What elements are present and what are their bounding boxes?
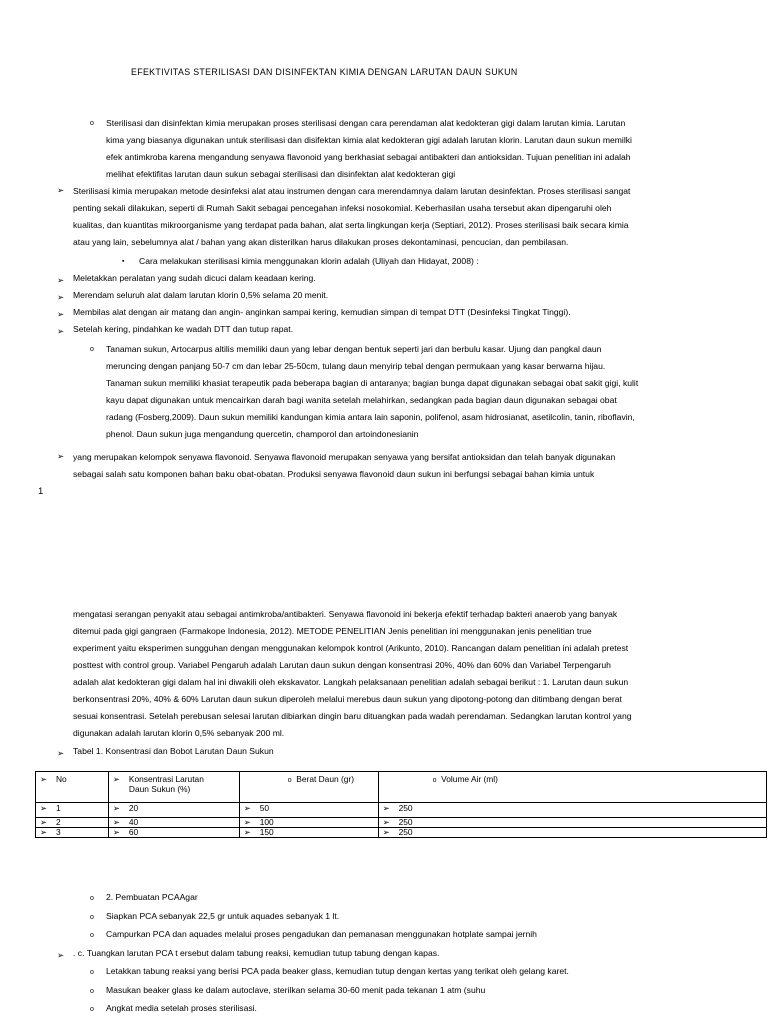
text-line: kima yang biasanya digunakan untuk sterilisasi dan disifektan kimia alat kedokteran gigi adalah larutan klorin. Larutan daun sukun memilki [106, 135, 632, 145]
text-line: digunakan adalah larutan klorin 0,5% sebanyak 200 ml. [73, 728, 285, 738]
circle-bullet-icon: o [90, 932, 94, 939]
list-item: Letakkan tabung reaksi yang berisi PCA pada beaker glass, kemudian tutup dengan kertas yang terikat oleh gelang karet. [106, 966, 569, 976]
intro-paragraph [106, 115, 756, 183]
arrow-bullet-icon: ➢ [112, 774, 120, 784]
table-header-cell: ➢ No [36, 772, 109, 803]
text-line: penting sekali dilakukan, seperti di Rumah Sakit sebagai pencegahan infeksi nosokomial. Keberhasilan usaha tersebut akan dipengaruhi oleh [73, 203, 612, 213]
method-paragraph [73, 606, 758, 742]
text-line: kayu dapat digunakan untuk mencairkan darah bagi wanita setelah melahirkan, sedangkan pada bagian daun digunakan sebagai obat [106, 395, 617, 405]
document-title: EFEKTIVITAS STERILISASI DAN DISINFEKTAN KIMIA DENGAN LARUTAN DAUN SUKUN [131, 67, 518, 77]
text-line: posttest with control group. Variabel Pengaruh adalah Larutan daun sukun dengan konsentrasi 20%, 40% dan 60% dan Variabel Terpengaruh [73, 660, 611, 670]
circle-bullet-icon: o [287, 777, 292, 784]
text-line: phenol. Daun sukun juga mengandung quercetin, champorol dan artoindonesianin [106, 429, 419, 439]
flavonoid-paragraph [73, 449, 758, 483]
step-item: Setelah kering, pindahkan ke wadah DTT dan tutup rapat. [73, 324, 294, 334]
text-line: efek antimkroba karena mengandung senyawa flavonoid yang berkhasiat sebagai antibakteri dan antioksidan. Tujuan penelitian ini adalah [106, 152, 631, 162]
table-cell: ➢ 3 [36, 828, 109, 838]
table-cell: ➢ 50 [239, 803, 378, 818]
text-line: kualitas, dan kuantitas mikroorganisme yang terdapat pada bahan, alat serta lingkungan kerja (Septiari, 2012). Proses sterilisasi baik secara kimia [73, 220, 629, 230]
table-cell: ➢ 100 [239, 818, 378, 828]
arrow-bullet-icon: ➢ [57, 185, 65, 195]
table-cell: ➢ 250 [378, 803, 766, 818]
text-line: adalah alat kedokteran gigi dalam hal ini diwakili oleh ekskavator. Langkah pelaksanaan penelitian adalah sebagai berikut : 1. Larutan daun sukun [73, 677, 629, 687]
step-item: . c. Tuangkan larutan PCA t ersebut dalam tabung reaksi, kemudian tutup tabung dengan kapas. [73, 948, 440, 958]
text-line: sebagai salah satu komponen bahan baku obat-obatan. Produksi senyawa flavonoid daun sukun ini berfungsi sebagai bahan kimia untuk [73, 469, 595, 479]
method-intro: Cara melakukan sterilisasi kimia menggunakan klorin adalah (Uliyah dan Hidayat, 2008) : [139, 256, 479, 266]
table-header-cell: o Berat Daun (gr) [239, 772, 378, 803]
table-cell: ➢ 150 [239, 828, 378, 838]
text-line: atau yang lain, sebelumnya alat / bahan yang akan disterilkan harus dilakukan proses dekontaminasi, pencucian, dan pembilasan. [73, 237, 569, 247]
list-item: Angkat media setelah proses sterilisasi. [106, 1003, 257, 1013]
circle-bullet-icon: o [90, 988, 94, 995]
list-item: Masukan beaker glass ke dalam autoclave, sterilkan selama 30-60 menit pada tekanan 1 atm (suhu [106, 985, 486, 995]
arrow-bullet-icon: ➢ [57, 309, 65, 319]
arrow-bullet-icon: ➢ [57, 292, 65, 302]
table-cell: ➢ 2 [36, 818, 109, 828]
table-header-cell: ➢ Konsentrasi Larutan Daun Sukun (%) [108, 772, 239, 803]
arrow-bullet-icon: ➢ [57, 748, 65, 758]
circle-bullet-icon: o [90, 120, 94, 127]
table-cell: ➢ 250 [378, 818, 766, 828]
concentration-table [35, 771, 767, 838]
table-row [36, 828, 767, 838]
list-item: 2. Pembuatan PCAAgar [106, 892, 198, 902]
text-line: Tanaman sukun memiliki khasiat terapeutik pada beberapa bagian di antaranya; bagian bunga dapat digunakan sebagai obat sakit gigi, kulit [106, 378, 639, 388]
step-item: Meletakkan peralatan yang sudah dicuci dalam keadaan kering. [73, 273, 316, 283]
text-line: Sterilisasi kimia merupakan metode desinfeksi alat atau instrumen dengan cara merendamnya dalam larutan desinfektan. Proses sterilisasi sangat [73, 186, 631, 196]
circle-bullet-icon: o [90, 1006, 94, 1013]
page-number: 1 [38, 486, 44, 497]
text-line: sesuai konsentrasi. Setelah perebusan selesai larutan dibiarkan dingin baru dituangkan pada wadah perendaman. Sedangkan larutan kontrol yang [73, 711, 632, 721]
list-item: Campurkan PCA dan aquades melalui proses pengadukan dan pemanasan menggunakan hotplate sampai jernih [106, 929, 537, 939]
arrow-bullet-icon: ➢ [57, 950, 65, 960]
circle-bullet-icon: o [90, 914, 94, 921]
text-line: yang merupakan kelompok senyawa flavonoid. Senyawa flavonoid merupakan senyawa yang bersifat antioksidan dan telah banyak digunakan [73, 452, 616, 462]
arrow-bullet-icon: ➢ [57, 451, 65, 461]
table-caption: Tabel 1. Konsentrasi dan Bobot Larutan Daun Sukun [73, 746, 274, 756]
table-row [36, 803, 767, 818]
sterilization-paragraph [73, 183, 758, 251]
text-line: experiment yaitu eksperimen sungguhan dengan menggunakan kelompok kontrol (Arikunto, 2010). Rancangan dalam penelitian ini adalah pretest [73, 643, 629, 653]
table-header-row [36, 772, 767, 803]
table-cell: ➢ 250 [378, 828, 766, 838]
table-cell: ➢ 20 [108, 803, 239, 818]
table-header-cell: o Volume Air (ml) [378, 772, 766, 803]
arrow-bullet-icon: ➢ [57, 326, 65, 336]
circle-bullet-icon: o [432, 777, 437, 784]
circle-bullet-icon: o [90, 969, 94, 976]
arrow-bullet-icon: ➢ [40, 774, 48, 784]
table-cell: ➢ 40 [108, 818, 239, 828]
circle-bullet-icon: o [90, 346, 94, 353]
table-row [36, 818, 767, 828]
text-line: radang (Fosberg,2009). Daun sukun memiliki kandungan kimia antara lain saponin, polifenol, asam hidrosianat, asetilcolin, tanin, riboflavin, [106, 412, 635, 422]
square-bullet-icon: ▪ [122, 258, 125, 265]
text-line: Tanaman sukun, Artocarpus altilis memiliki daun yang lebar dengan bentuk seperti jari dan berbulu kasar. Ujung dan pangkal daun [106, 344, 602, 354]
step-item: Membilas alat dengan air matang dan angin- anginkan sampai kering, kemudian simpan di tempat DTT (Desinfeksi Tingkat Tinggi). [73, 307, 571, 317]
list-item: Siapkan PCA sebanyak 22,5 gr untuk aquades sebanyak 1 lt. [106, 911, 340, 921]
text-line: ditemui pada gigi gangraen (Farmakope Indonesia, 2012). METODE PENELITIAN Jenis penelitian ini menggunakan jenis penelitian true [73, 626, 592, 636]
circle-bullet-icon: o [90, 895, 94, 902]
text-line: Sterilisasi dan disinfektan kimia merupakan proses sterilisasi dengan cara perendaman alat kedokteran gigi dalam larutan kimia. Larutan [106, 118, 626, 128]
sukun-paragraph [106, 341, 756, 443]
arrow-bullet-icon: ➢ [57, 275, 65, 285]
step-item: Merendam seluruh alat dalam larutan klorin 0,5% selama 20 menit. [73, 290, 329, 300]
text-line: berkonsentrasi 20%, 40% & 60% Larutan daun sukun diperoleh melalui merebus daun sukun yang dipotong-potong dan ditimbang dengan berat [73, 694, 622, 704]
table-cell: ➢ 60 [108, 828, 239, 838]
text-line: meruncing dengan panjang 50-7 cm dan lebar 25-50cm, tulang daun menyirip tebal dengan permukaan yang kasar berwarna hijau. [106, 361, 606, 371]
text-line: mengatasi serangan penyakit atau sebagai antimkroba/antibakteri. Senyawa flavonoid ini bekerja efektif terhadap bakteri anaerob yang banyak [73, 609, 618, 619]
text-line: melihat efektifitas larutan daun sukun sebagai sterilisasi dan disinfektan alat kedokteran gigi [106, 169, 456, 179]
table-cell: ➢ 1 [36, 803, 109, 818]
